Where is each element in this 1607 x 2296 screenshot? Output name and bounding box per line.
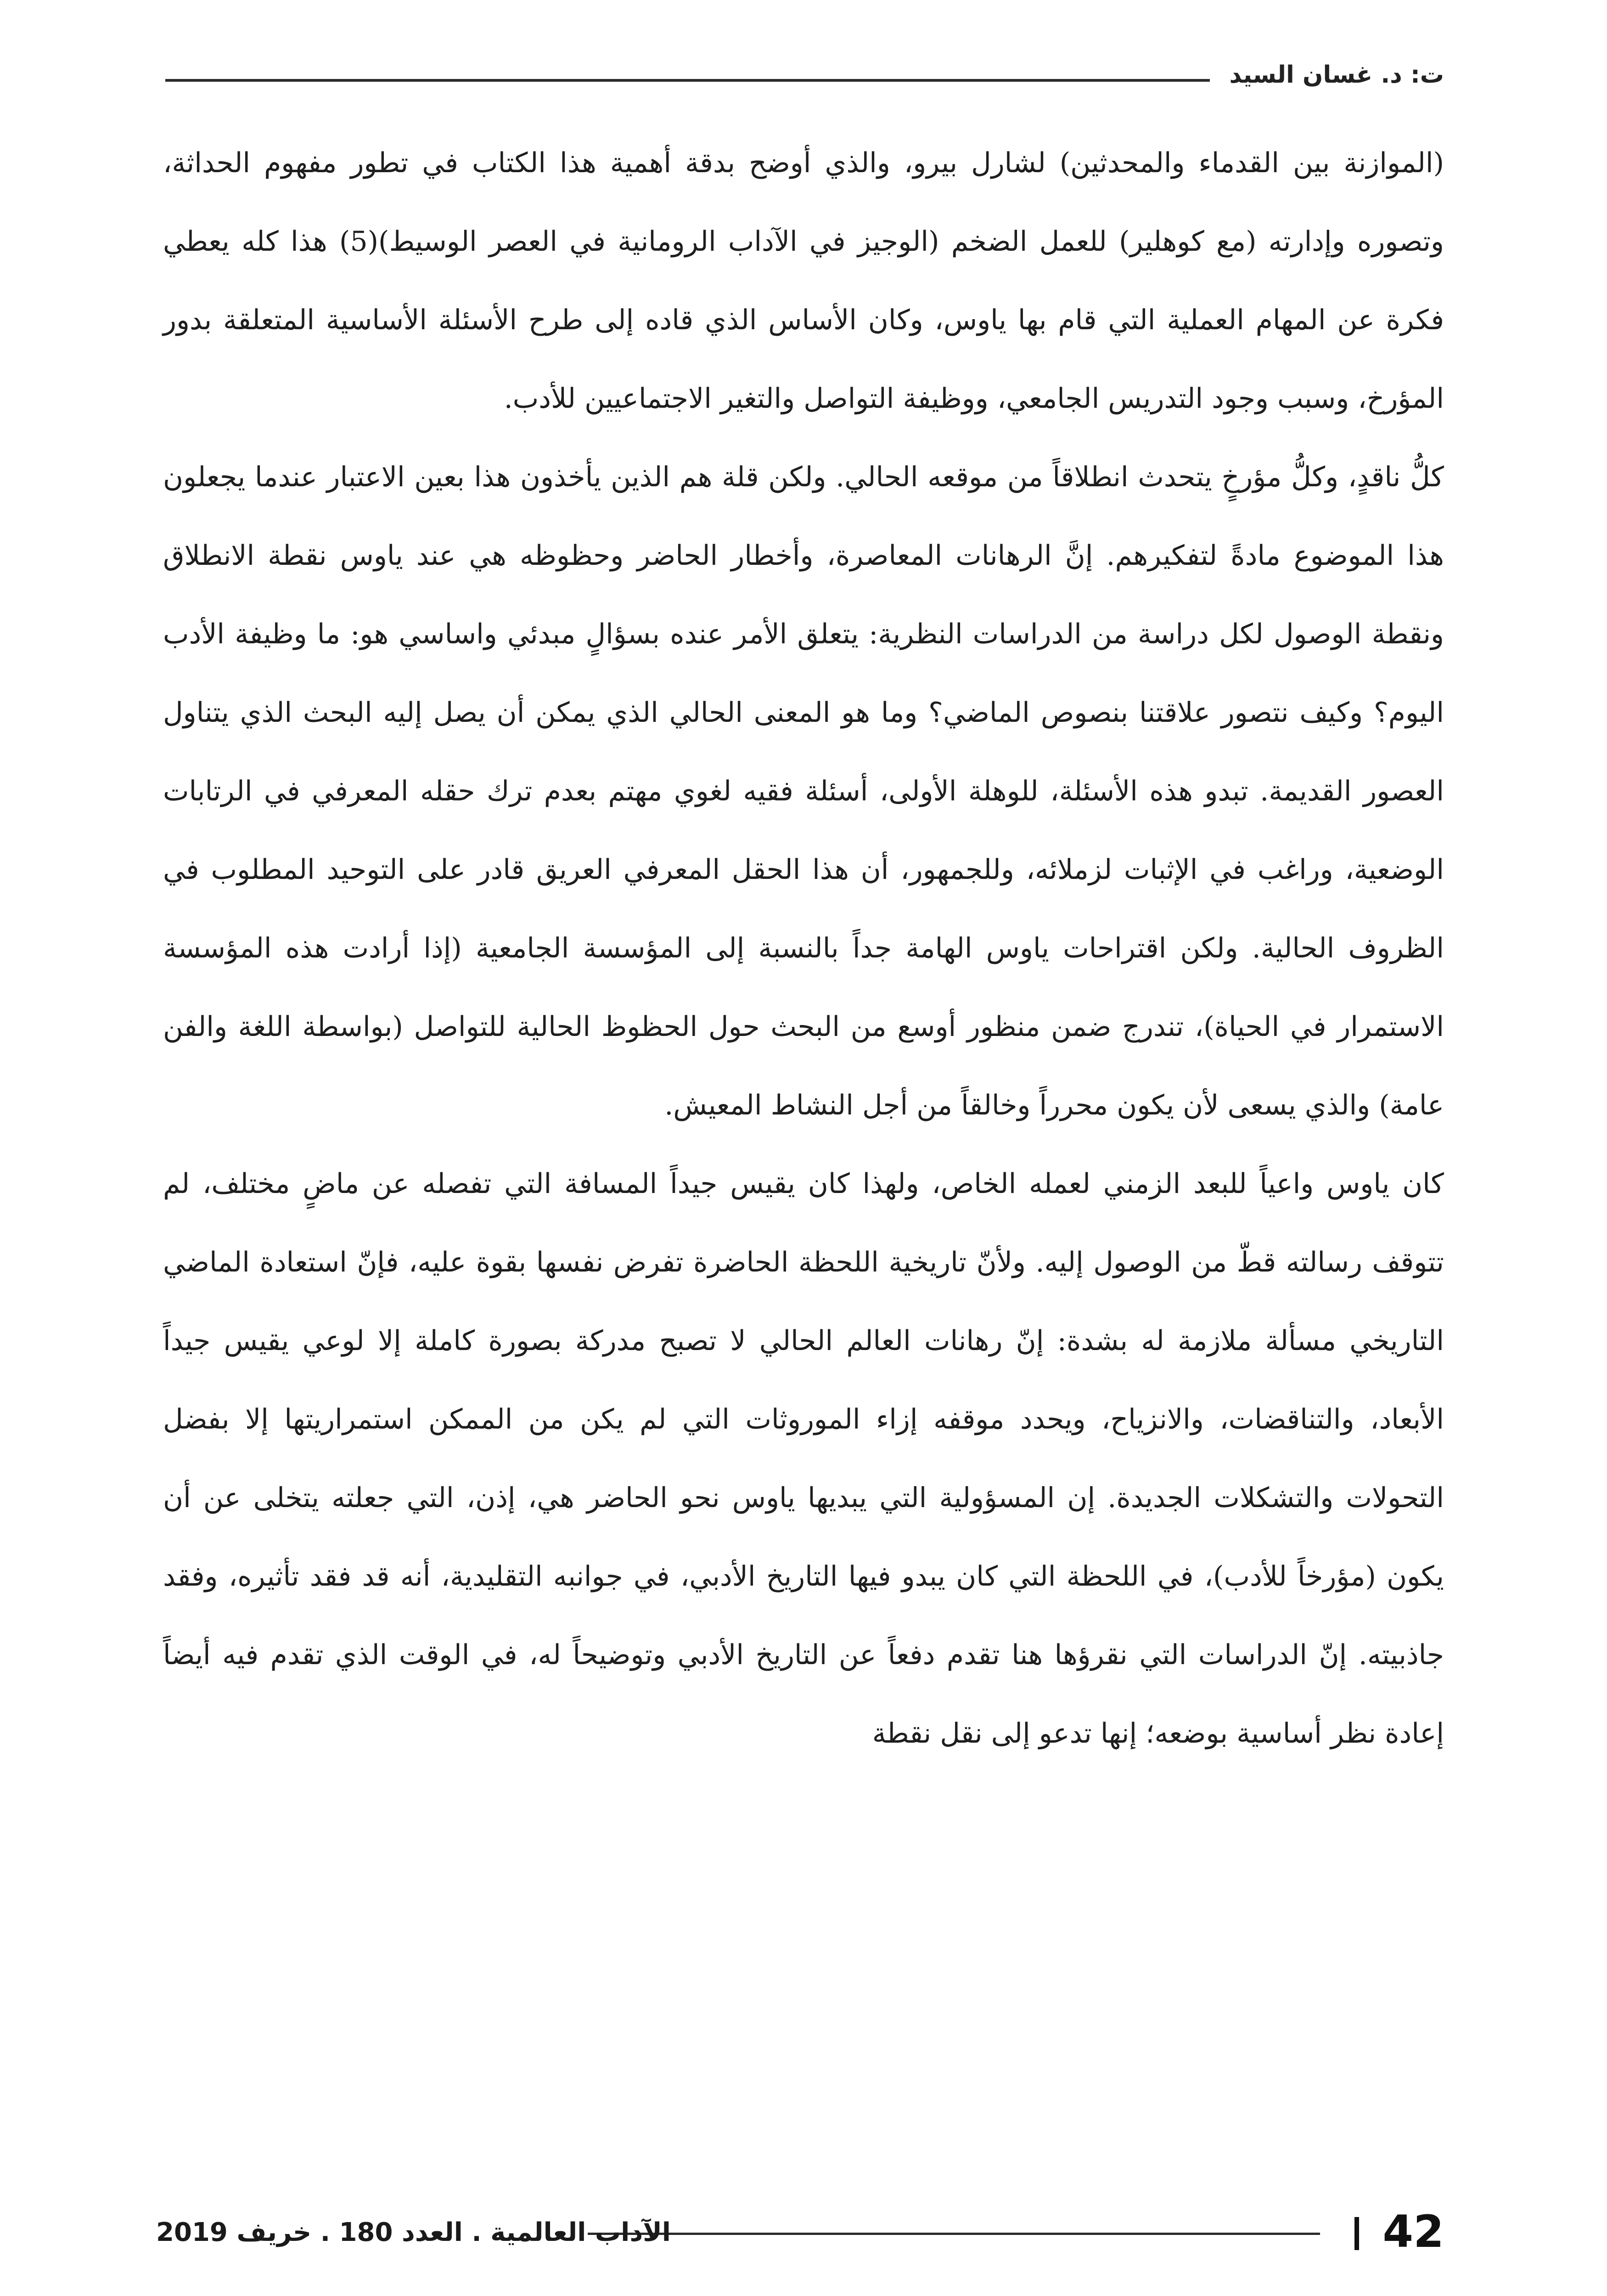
header-rule [165, 79, 1210, 82]
translator-name: ت: د. غسان السيد [1229, 61, 1444, 89]
page-header [165, 51, 1444, 101]
article-body [163, 124, 1444, 1773]
page-number: 42 [1382, 2206, 1444, 2257]
paragraph-3: كان ياوس واعياً للبعد الزمني لعمله الخاص، ولهذا كان يقيس جيداً المسافة التي تفصله عن ماضٍ مختلف، لم تتوقف رسالته قطّ من الوصول إليه. ولأنّ تاريخية اللحظة الحاضرة تفرض نفسها بقوة عليه، فإنّ استعادة الماضي التاريخي مسألة ملازمة له بشدة: إنّ رهانات العالم الحالي لا تصبح مدركة بصورة كاملة إلا لوعي يقيس جيداً الأبعاد، والتناقضات، والانزياح، ويحدد موقفه إزاء الموروثات التي لم يكن من الممكن استمراريتها إلا بفضل التحولات والتشكلات الجديدة. إن المسؤولية التي يبديها ياوس نحو الحاضر هي، إذن، التي جعلته يتخلى عن أن يكون (مؤرخاً للأدب)، في اللحظة التي كان يبدو فيها التاريخ الأدبي، في جوانبه التقليدية، أنه قد فقد تأثيره، وفقد جاذبيته. إنّ الدراسات التي نقرؤها هنا تقدم دفعاً عن التاريخ الأدبي وتوضيحاً له، في الوقت الذي تقدم فيه أيضاً إعادة نظر أساسية بوضعه؛ إنها تدعو إلى نقل نقطة [163, 1168, 1444, 1750]
paragraph-1: (الموازنة بين القدماء والمحدثين) لشارل بيرو، والذي أوضح بدقة أهمية هذا الكتاب في تطور مفهوم الحداثة، وتصوره وإدارته (مع كوهلير) للعمل الضخم (الوجيز في الآداب الرومانية في العصر الوسيط)(5) هذا كله يعطي فكرة عن المهام العملية التي قام بها ياوس، وكان الأساس الذي قاده إلى طرح الأسئلة الأساسية المتعلقة بدور المؤرخ، وسبب وجود التدريس الجامعي، ووظيفة التواصل والتغير الاجتماعيين للأدب. [163, 147, 1444, 415]
footer-rule [588, 2233, 1320, 2235]
journal-reference: الآداب العالمية . العدد 180 . خريف 2019 [156, 2217, 671, 2247]
page-footer [156, 2204, 1444, 2259]
paragraph-2: كلُّ ناقدٍ، وكلُّ مؤرخٍ يتحدث انطلاقاً من موقعه الحالي. ولكن قلة هم الذين يأخذون هذا بعين الاعتبار عندما يجعلون هذا الموضوع مادةً لتفكيرهم. إنَّ الرهانات المعاصرة، وأخطار الحاضر وحظوظه هي عند ياوس نقطة الانطلاق ونقطة الوصول لكل دراسة من الدراسات النظرية: يتعلق الأمر عنده بسؤالٍ مبدئي واساسي هو: ما وظيفة الأدب اليوم؟ وكيف نتصور علاقتنا بنصوص الماضي؟ وما هو المعنى الحالي الذي يمكن أن يصل إليه البحث الذي يتناول العصور القديمة. تبدو هذه الأسئلة، للوهلة الأولى، أسئلة فقيه لغوي مهتم بعدم ترك حقله المعرفي في الرتابات الوضعية، وراغب في الإثبات لزملائه، وللجمهور، أن هذا الحقل المعرفي العريق قادر على التوحيد المطلوب في الظروف الحالية. ولكن اقتراحات ياوس الهامة جداً بالنسبة إلى المؤسسة الجامعية (إذا أرادت هذه المؤسسة الاستمرار في الحياة)، تندرج ضمن منظور أوسع من البحث حول الحظوظ الحالية للتواصل (بواسطة اللغة والفن عامة) والذي يسعى لأن يكون محرراً وخالقاً من أجل النشاط المعيش. [163, 461, 1444, 1121]
footer-separator-bar [1354, 2217, 1359, 2250]
